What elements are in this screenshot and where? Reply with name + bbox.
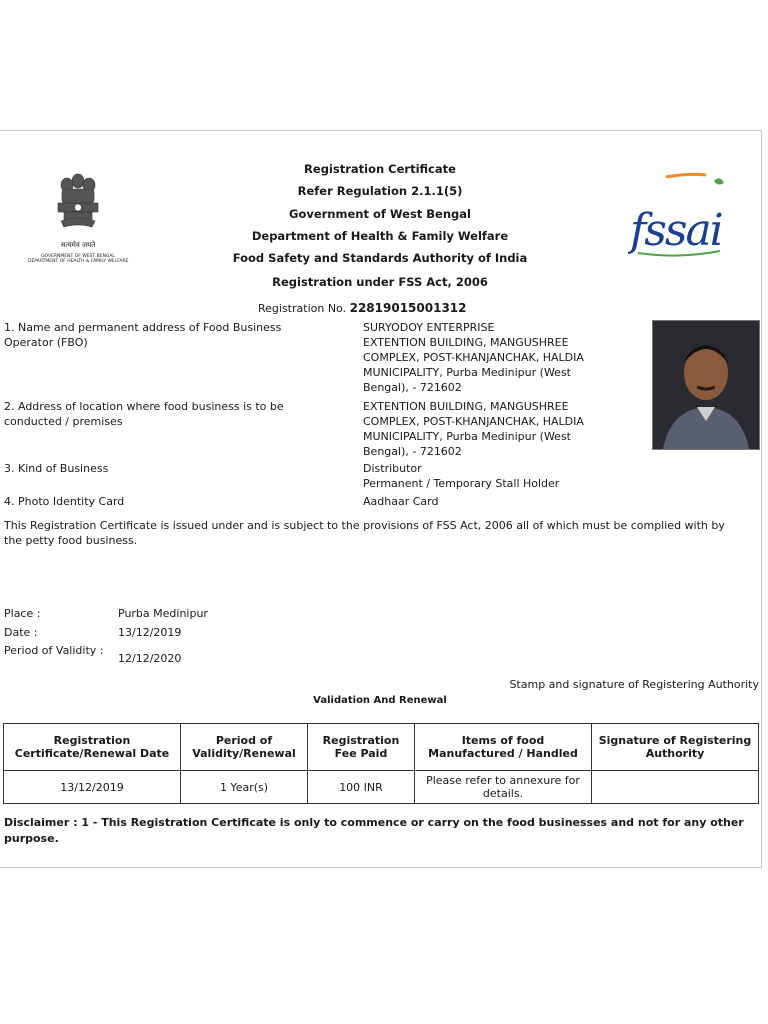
col-header-date: Registration Certificate/Renewal Date xyxy=(4,724,181,771)
emblem-caption-department: DEPARTMENT OF HEALTH & FAMILY WELFARE xyxy=(28,259,129,264)
value-line: COMPLEX, POST-KHANJANCHAK, HALDIA xyxy=(363,351,584,364)
fssai-logo xyxy=(628,171,738,261)
registration-number: 22819015001312 xyxy=(349,301,467,315)
value-line: Aadhaar Card xyxy=(363,495,439,508)
certificate-title: Registration Certificate xyxy=(304,162,456,176)
field-fbo-name-value xyxy=(363,320,633,395)
field-premises-label: 2. Address of location where food business is to be conducted / premises xyxy=(4,400,284,428)
date-value: 13/12/2019 xyxy=(118,626,182,639)
cell-signature xyxy=(592,771,759,804)
fssai-logo-text: fssai xyxy=(630,205,722,256)
certificate-statement: This Registration Certificate is issued under and is subject to the provisions of FSS Act, 2006 all of which must be complied with by the petty food business. xyxy=(4,519,725,547)
certificate-document xyxy=(0,130,762,868)
state-emblem xyxy=(28,171,128,271)
validity-value: 12/12/2020 xyxy=(118,652,182,665)
table-header-row xyxy=(4,724,759,771)
stamp-signature-label: Stamp and signature of Registering Authority xyxy=(509,678,759,691)
cell-date: 13/12/2019 xyxy=(4,771,181,804)
col-header-validity: Period of Validity/Renewal xyxy=(181,724,308,771)
field-photo-id-label: 4. Photo Identity Card xyxy=(4,495,125,508)
value-line: COMPLEX, POST-KHANJANCHAK, HALDIA xyxy=(363,415,584,428)
value-line: Bengal), - 721602 xyxy=(363,445,462,458)
col-header-signature: Signature of Registering Authority xyxy=(592,724,759,771)
regulation-reference: Refer Regulation 2.1.1(5) xyxy=(297,184,463,198)
value-line: MUNICIPALITY, Purba Medinipur (West xyxy=(363,366,571,379)
value-line: EXTENTION BUILDING, MANGUSHREE xyxy=(363,336,569,349)
value-line: EXTENTION BUILDING, MANGUSHREE xyxy=(363,400,569,413)
department-name: Department of Health & Family Welfare xyxy=(251,229,509,243)
act-reference: Registration under FSS Act, 2006 xyxy=(272,275,488,289)
date-label: Date : xyxy=(4,626,38,639)
col-header-items: Items of food Manufactured / Handled xyxy=(415,724,592,771)
cell-items: Please refer to annexure for details. xyxy=(415,771,592,804)
field-photo-id-value xyxy=(363,494,633,509)
ashoka-emblem-icon xyxy=(28,171,128,243)
field-fbo-name-label: 1. Name and permanent address of Food Business Operator (FBO) xyxy=(4,321,282,349)
validity-label: Period of Validity : xyxy=(4,644,104,657)
value-line: Distributor xyxy=(363,462,422,475)
person-photo-icon xyxy=(653,321,759,449)
value-line: Permanent / Temporary Stall Holder xyxy=(363,477,560,490)
value-line: MUNICIPALITY, Purba Medinipur (West xyxy=(363,430,571,443)
renewal-table xyxy=(3,723,759,804)
fssai-logo-icon xyxy=(628,171,738,261)
field-business-kind-value xyxy=(363,461,633,491)
applicant-photo xyxy=(652,320,760,450)
emblem-motto: सत्यमेव जयते xyxy=(60,241,96,249)
registration-number-label: Registration No. xyxy=(258,302,347,315)
authority-name: Food Safety and Standards Authority of India xyxy=(232,251,528,265)
renewal-section-title: Validation And Renewal xyxy=(313,695,447,706)
col-header-fee: Registration Fee Paid xyxy=(308,724,415,771)
cell-validity: 1 Year(s) xyxy=(181,771,308,804)
value-line: SURYODOY ENTERPRISE xyxy=(363,321,495,334)
field-business-kind-label: 3. Kind of Business xyxy=(4,462,109,475)
emblem-caption-government: GOVERNMENT OF WEST BENGAL xyxy=(41,254,115,259)
disclaimer: Disclaimer : 1 - This Registration Certificate is only to commence or carry on the food businesses and not for any other purpose. xyxy=(4,816,744,845)
place-value: Purba Medinipur xyxy=(118,607,208,620)
cell-fee: 100 INR xyxy=(308,771,415,804)
government-name: Government of West Bengal xyxy=(289,207,471,221)
field-premises-value xyxy=(363,399,633,459)
place-label: Place : xyxy=(4,607,41,620)
table-row xyxy=(4,771,759,804)
registration-number-row xyxy=(258,301,467,316)
value-line: Bengal), - 721602 xyxy=(363,381,462,394)
